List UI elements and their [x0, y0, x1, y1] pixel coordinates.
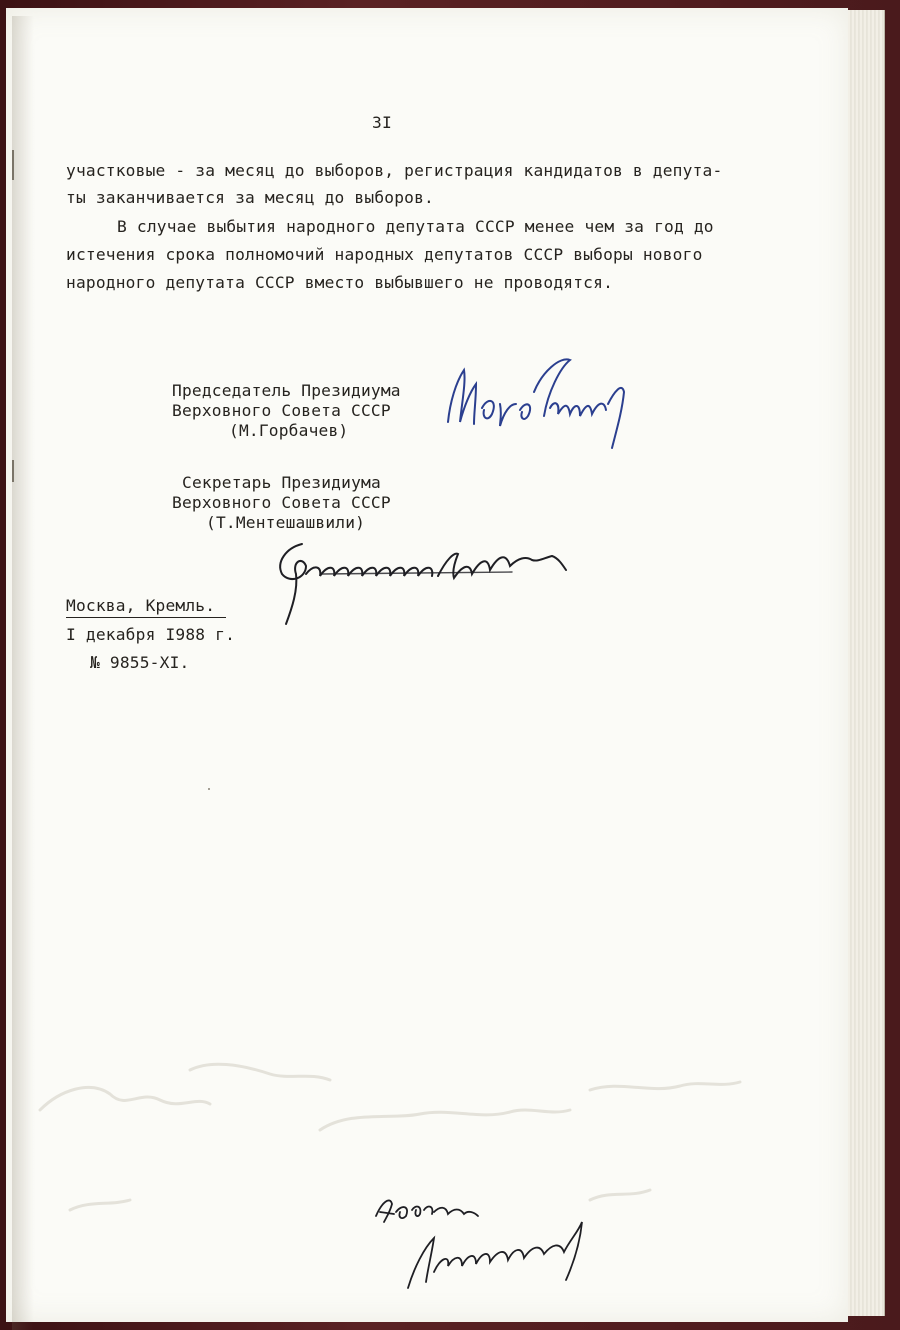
signature-menteshashvili	[262, 530, 582, 630]
signatory1-title: Верховного Совета СССР	[172, 401, 391, 420]
place: Москва, Кремль.	[66, 596, 216, 615]
signatory2-title: Секретарь Президиума	[182, 473, 381, 492]
document-number: № 9855-XI.	[90, 653, 190, 672]
paragraph1-line: участковые - за месяц до выборов, регистрация кандидатов в депута-	[66, 161, 723, 180]
signature-gorbachev	[430, 352, 640, 462]
signatory2-title: Верховного Совета СССР	[172, 493, 391, 512]
place-underline	[66, 617, 226, 618]
paragraph1-line: ты заканчивается за месяц до выборов.	[66, 188, 434, 207]
paragraph2-line: В случае выбытия народного депутата СССР менее чем за год до	[117, 217, 714, 236]
margin-mark	[12, 150, 14, 180]
margin-mark	[12, 460, 14, 482]
paragraph2-line: народного депутата СССР вместо выбывшего не проводятся.	[66, 273, 614, 292]
ink-dot	[208, 788, 210, 790]
signatory2-name: (Т.Ментешашвили)	[206, 513, 366, 532]
signature-bottom	[368, 1192, 598, 1297]
signatory1-title: Председатель Президиума	[172, 381, 401, 400]
page-edges	[848, 10, 885, 1316]
signatory1-name: (М.Горбачев)	[229, 421, 349, 440]
paragraph2-line: истечения срока полномочий народных депутатов СССР выборы нового	[66, 245, 703, 264]
page-number: 3I	[372, 113, 392, 132]
date: I декабря I988 г.	[66, 625, 236, 644]
